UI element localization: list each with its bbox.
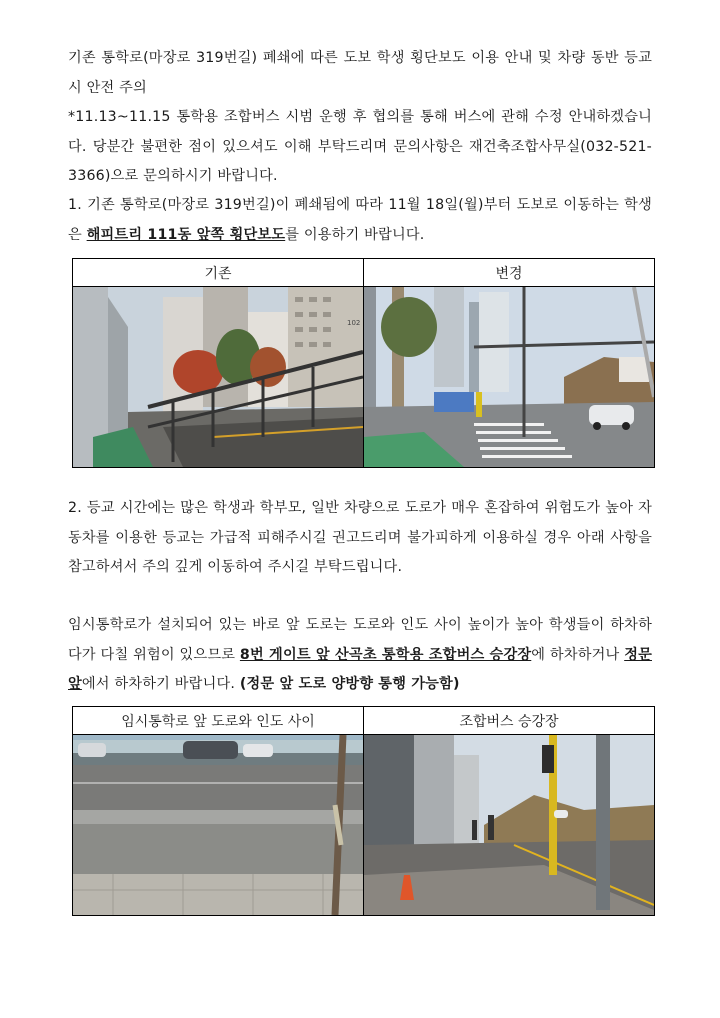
photo-road-sidewalk-gap [73,735,363,915]
item-1-text: 1. 기존 통학로(마장로 319번길)이 폐쇄됨에 따라 11월 18일(월)부터 도보로 이동하는 학생은 [68,197,652,243]
photo-cell-road-sidewalk [73,735,364,916]
photo-cell-changed [364,287,655,468]
item-3-note: (정문 앞 도로 양방향 통행 가능함) [239,676,460,692]
photo-cell-bus-stop [364,735,655,916]
table-1-header-changed: 변경 [364,259,655,287]
intro-notice: *11.13~11.15 통학용 조합버스 시범 운행 후 협의를 통해 버스에 관해 수정 안내하겠습니다. 당분간 불편한 점이 있으셔도 이해 부탁드리며 문의사항은 재건축조합사무실(032-521-3366)으로 문의하시기 바랍니다. [68,109,652,184]
item-3-text-mid: 에 하차하거나 [531,646,625,663]
building-number-label: 102 [347,319,361,327]
item-1-text-end: 를 이용하기 바랍니다. [285,226,425,243]
photo-table-2 [72,706,655,916]
item-1 [68,191,652,250]
table-2-header-road-sidewalk: 임시통학로 앞 도로와 인도 사이 [73,707,364,735]
item-1-highlight: 해피트리 111동 앞쪽 횡단보도 [86,226,286,243]
item-3-highlight-bus-stop: 8번 게이트 앞 산곡초 통학용 조합버스 승강장 [239,646,532,663]
photo-bus-stop [364,735,654,915]
intro-title: 기존 통학로(마장로 319번길) 폐쇄에 따른 도보 학생 횡단보도 이용 안내 및 차량 동반 등교시 안전 주의 [68,50,652,96]
photo-changed-crosswalk [364,287,654,467]
table-1-header-existing: 기존 [73,259,364,287]
table-2-header-bus-stop: 조합버스 승강장 [364,707,655,735]
item-3 [68,611,652,700]
item-3-text-end: 에서 하차하기 바랍니다. [81,676,240,692]
photo-existing-walkway [73,287,363,467]
item-3-highlight-main-gate: 정문 앞 [68,646,652,692]
item-3-text: 임시통학로가 설치되어 있는 바로 앞 도로는 도로와 인도 사이 높이가 높아 학생들이 하차하다가 다칠 위험이 있으므로 [68,617,652,663]
photo-table-1 [72,258,655,468]
item-2: 2. 등교 시간에는 많은 학생과 학부모, 일반 차량으로 도로가 매우 혼잡하여 위험도가 높아 자동차를 이용한 등교는 가급적 피해주시길 권고드리며 불가피하게 이용하실 경우 아래 사항을 참고하셔서 주의 깊게 이동하여 주시길 부탁드립니다. [68,500,652,575]
photo-cell-existing [73,287,364,468]
